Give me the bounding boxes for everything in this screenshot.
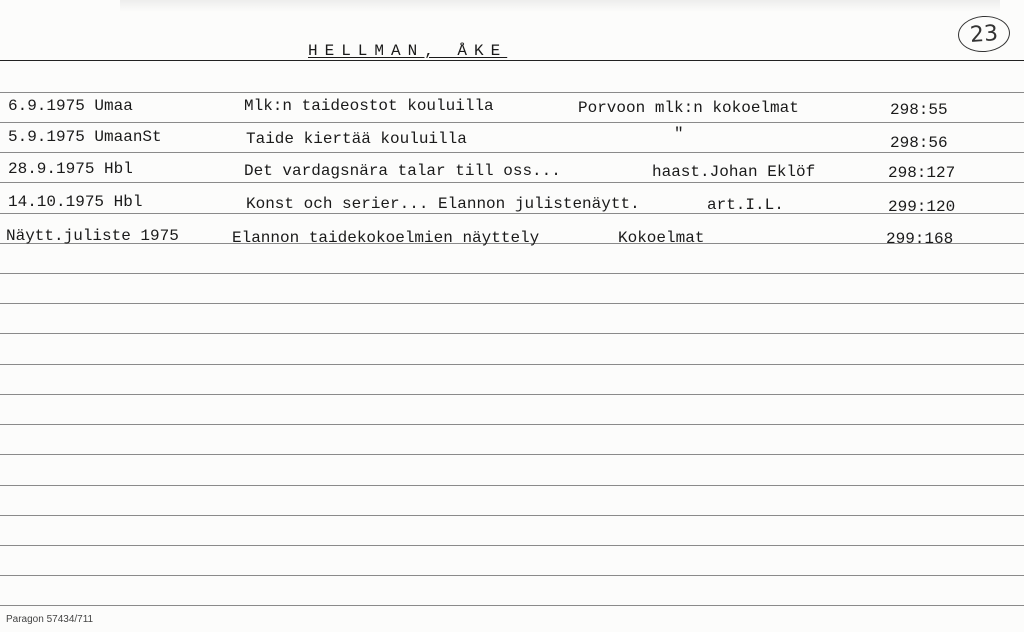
entry-ref: 298:127 bbox=[888, 164, 956, 182]
entry-source: 5.9.1975 UmaanSt bbox=[8, 128, 162, 146]
ruled-line bbox=[0, 152, 1024, 153]
header-rule bbox=[0, 60, 1024, 61]
entry-note: Porvoon mlk:n kokoelmat bbox=[578, 99, 799, 117]
entry-ref: 298:56 bbox=[890, 134, 948, 152]
ruled-line bbox=[0, 394, 1024, 395]
ruled-line bbox=[0, 333, 1024, 334]
ruled-line bbox=[0, 303, 1024, 304]
card-heading-name: HELLMAN, ÅKE bbox=[308, 42, 508, 60]
ruled-line bbox=[0, 122, 1024, 123]
entry-note: art.I.L. bbox=[707, 196, 784, 214]
entry-ref: 299:120 bbox=[888, 198, 956, 216]
entry-ref: 298:55 bbox=[890, 101, 948, 119]
entry-title: Mlk:n taideostot kouluilla bbox=[244, 97, 494, 115]
entry-title: Elannon taidekokoelmien näyttely bbox=[232, 229, 540, 247]
ruled-line bbox=[0, 364, 1024, 365]
entry-title: Konst och serier... Elannon julistenäytt. bbox=[246, 195, 640, 213]
ruled-line bbox=[0, 515, 1024, 516]
ruled-line bbox=[0, 92, 1024, 93]
entry-note: Kokoelmat bbox=[618, 229, 705, 247]
entry-title: Det vardagsnära talar till oss... bbox=[244, 162, 561, 180]
card-number-circle: 23 bbox=[957, 14, 1011, 54]
card-footer-imprint: Paragon 57434/711 bbox=[6, 614, 94, 625]
entry-source: Näytt.juliste 1975 bbox=[6, 227, 179, 245]
ruled-line bbox=[0, 605, 1024, 606]
ruled-line bbox=[0, 454, 1024, 455]
ruled-line bbox=[0, 575, 1024, 576]
entry-note: haast.Johan Eklöf bbox=[652, 163, 816, 181]
ruled-line bbox=[0, 273, 1024, 274]
scan-smudge bbox=[120, 0, 1000, 12]
entry-ref: 299:168 bbox=[886, 230, 954, 248]
entry-source: 28.9.1975 Hbl bbox=[8, 160, 133, 178]
ruled-line bbox=[0, 485, 1024, 486]
entry-note: " bbox=[674, 125, 684, 143]
entry-source: 14.10.1975 Hbl bbox=[8, 193, 143, 211]
ruled-line bbox=[0, 182, 1024, 183]
ruled-line bbox=[0, 545, 1024, 546]
entry-title: Taide kiertää kouluilla bbox=[246, 130, 467, 148]
ruled-line bbox=[0, 424, 1024, 425]
entry-source: 6.9.1975 Umaa bbox=[8, 97, 133, 115]
